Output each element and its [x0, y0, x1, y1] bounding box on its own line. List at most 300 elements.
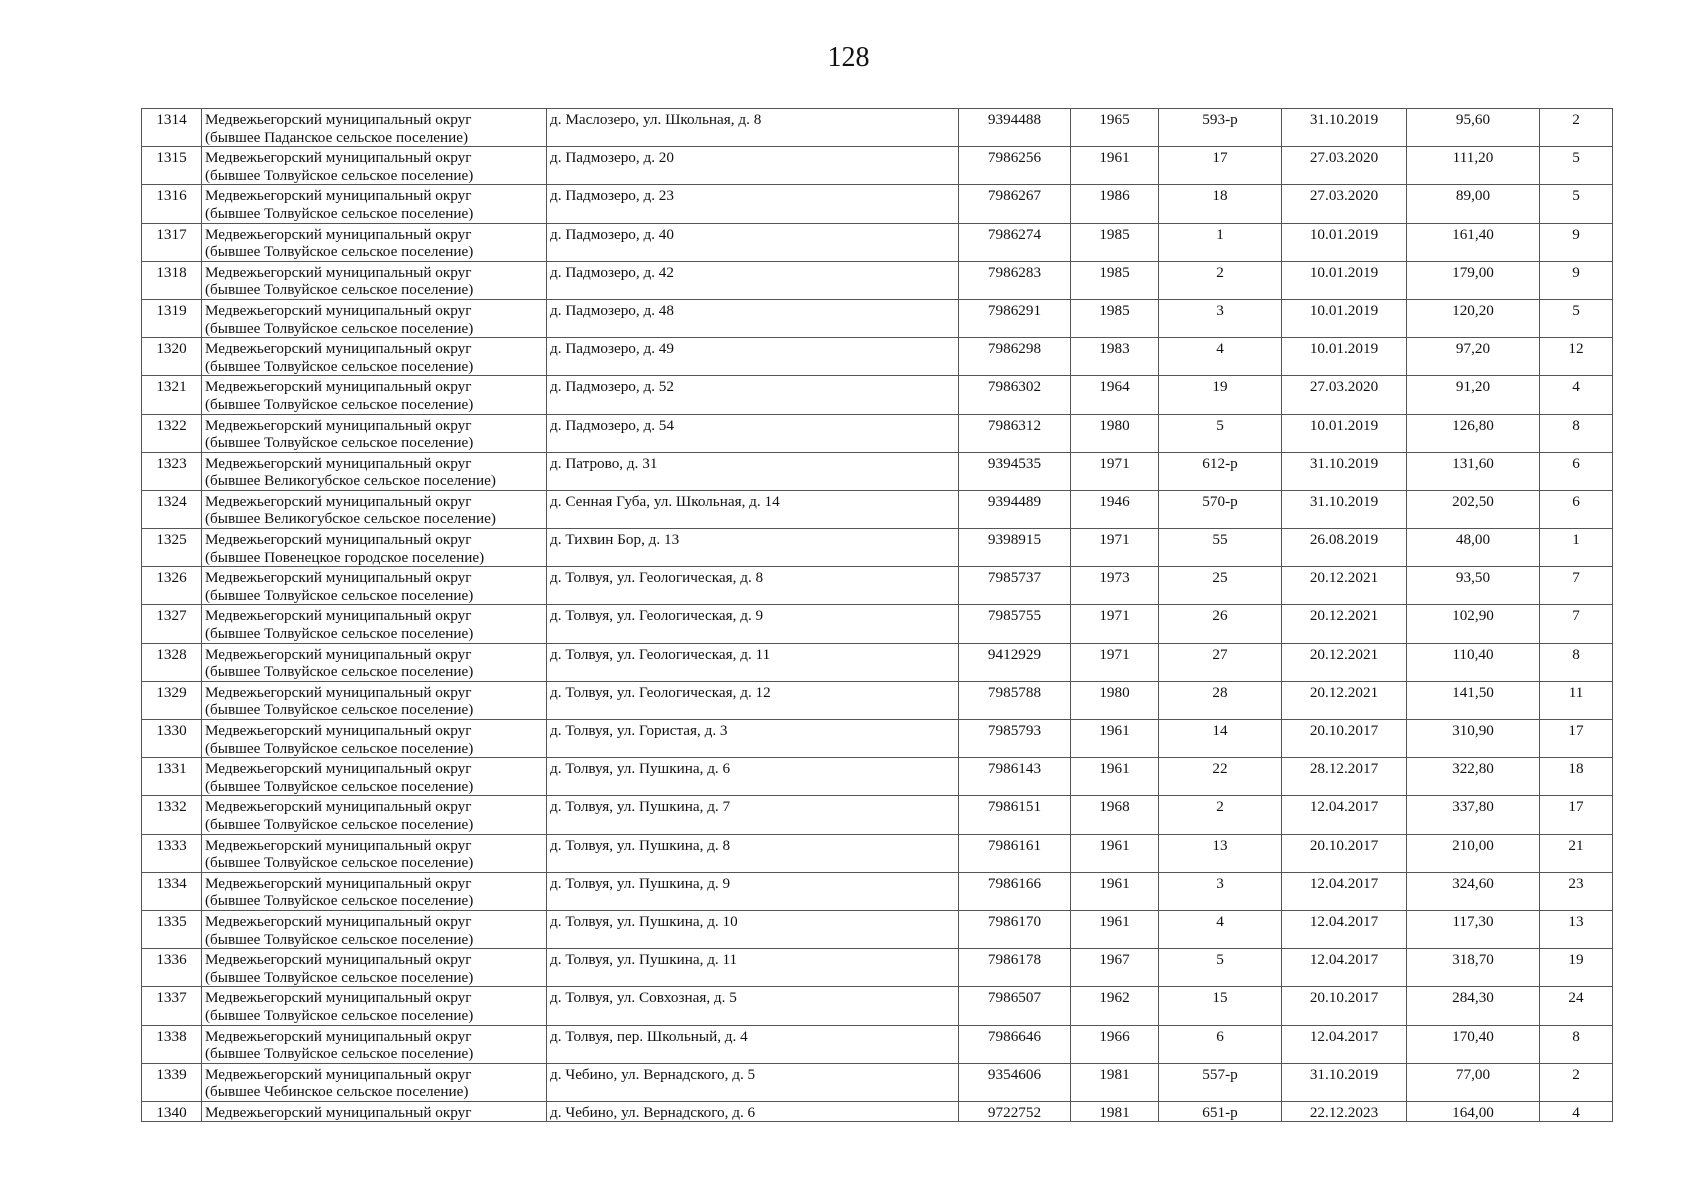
count-cell-cnt: 2: [1572, 111, 1580, 128]
table-row: [142, 338, 1613, 376]
municipality-cell-muni1: Медвежьегорский муниципальный округ: [205, 1065, 472, 1083]
area-cell-area: 284,30: [1452, 989, 1494, 1007]
count-cell-cnt: 8: [1572, 416, 1580, 434]
year-built-cell-year: 1973: [1099, 569, 1130, 587]
municipality-cell-muni2: (бывшее Паданское сельское поселение): [205, 128, 469, 146]
count-cell: [1540, 949, 1613, 987]
area-cell: [1407, 567, 1540, 605]
year-built-cell: [1071, 643, 1159, 681]
municipality-cell-muni2: (бывшее Толвуйское сельское поселение): [205, 777, 474, 795]
municipality-cell-muni2: (бывшее Толвуйское сельское поселение): [205, 434, 474, 452]
row-number-n: 1329: [156, 683, 187, 701]
municipality-cell-muni2: (бывшее Толвуйское сельское поселение): [205, 243, 474, 261]
municipality-cell: [202, 834, 547, 872]
count-cell: [1540, 147, 1613, 185]
year-built-cell: [1071, 185, 1159, 223]
count-cell: [1540, 1101, 1613, 1122]
municipality-cell: [202, 185, 547, 223]
document-date-cell-date: 12.04.2017: [1309, 1027, 1379, 1045]
table-row: [142, 720, 1613, 758]
year-built-cell-year: 1966: [1099, 1027, 1130, 1045]
area-cell: [1407, 147, 1540, 185]
document-date-cell: [1282, 109, 1407, 147]
year-built-cell: [1071, 1025, 1159, 1063]
area-cell: [1407, 987, 1540, 1025]
document-date-cell: [1282, 299, 1407, 337]
municipality-cell-muni2: (бывшее Толвуйское сельское поселение): [205, 625, 474, 643]
area-cell: [1407, 910, 1540, 948]
object-id-cell: [959, 261, 1071, 299]
area-cell: [1407, 338, 1540, 376]
table-row: [142, 949, 1613, 987]
area-cell: [1407, 261, 1540, 299]
document-number-cell-doc: 19: [1212, 378, 1228, 396]
municipality-cell: [202, 605, 547, 643]
address-cell: [547, 567, 959, 605]
area-cell: [1407, 834, 1540, 872]
document-date-cell: [1282, 452, 1407, 490]
municipality-cell: [202, 490, 547, 528]
address-cell-addr: д. Чебино, ул. Вернадского, д. 5: [550, 1065, 756, 1083]
count-cell-cnt: 11: [1568, 683, 1584, 701]
count-cell: [1540, 834, 1613, 872]
address-cell: [547, 490, 959, 528]
document-number-cell: [1159, 1101, 1282, 1122]
document-date-cell-date: 20.12.2021: [1309, 569, 1379, 587]
document-date-cell: [1282, 720, 1407, 758]
document-number-cell-doc: 612-р: [1202, 454, 1238, 472]
document-number-cell: [1159, 223, 1282, 261]
document-number-cell: [1159, 681, 1282, 719]
year-built-cell: [1071, 949, 1159, 987]
count-cell-cnt: 18: [1568, 760, 1584, 778]
year-built-cell-year: 1985: [1099, 263, 1130, 281]
year-built-cell: [1071, 338, 1159, 376]
count-cell-cnt: 7: [1572, 569, 1580, 587]
row-number-n: 1314: [156, 111, 187, 128]
address-cell: [547, 987, 959, 1025]
municipality-cell-muni1: Медвежьегорский муниципальный округ: [205, 569, 472, 587]
document-number-cell: [1159, 1063, 1282, 1101]
document-number-cell-doc: 17: [1212, 149, 1228, 167]
document-number-cell: [1159, 147, 1282, 185]
year-built-cell: [1071, 567, 1159, 605]
address-cell-addr: д. Падмозеро, д. 54: [550, 416, 674, 434]
area-cell-area: 164,00: [1452, 1103, 1494, 1121]
address-cell: [547, 681, 959, 719]
area-cell: [1407, 109, 1540, 147]
row-number-n: 1334: [156, 874, 187, 892]
municipality-cell-muni2: (бывшее Великогубское сельское поселение): [205, 472, 496, 490]
row-number-n: 1330: [156, 722, 187, 739]
municipality-cell: [202, 910, 547, 948]
table-row: [142, 758, 1613, 796]
row-number-n: 1327: [156, 607, 187, 625]
document-date-cell: [1282, 567, 1407, 605]
municipality-cell: [202, 681, 547, 719]
area-cell: [1407, 376, 1540, 414]
count-cell-cnt: 5: [1572, 301, 1580, 319]
count-cell-cnt: 8: [1572, 645, 1580, 663]
document-number-cell: [1159, 758, 1282, 796]
year-built-cell: [1071, 376, 1159, 414]
table-row: [142, 1063, 1613, 1101]
year-built-cell-year: 1986: [1099, 187, 1130, 205]
area-cell-area: 48,00: [1455, 531, 1491, 549]
address-cell: [547, 414, 959, 452]
municipality-cell-muni2: (бывшее Толвуйское сельское поселение): [205, 166, 474, 184]
table-row: [142, 643, 1613, 681]
area-cell-area: 337,80: [1452, 798, 1494, 816]
area-cell: [1407, 758, 1540, 796]
object-id-cell: [959, 872, 1071, 910]
document-date-cell: [1282, 872, 1407, 910]
document-date-cell: [1282, 758, 1407, 796]
object-id-cell-code: 7986178: [987, 951, 1042, 969]
object-id-cell-code: 9394488: [987, 111, 1042, 128]
address-cell-addr: д. Чебино, ул. Вернадского, д. 6: [550, 1103, 756, 1121]
document-date-cell-date: 20.12.2021: [1309, 645, 1379, 663]
area-cell-area: 131,60: [1452, 454, 1494, 472]
row-number-n: 1322: [156, 416, 187, 434]
document-number-cell-doc: 26: [1212, 607, 1228, 625]
year-built-cell: [1071, 109, 1159, 147]
table-row: [142, 376, 1613, 414]
table-row: [142, 872, 1613, 910]
year-built-cell: [1071, 1063, 1159, 1101]
row-number: [142, 109, 202, 147]
year-built-cell-year: 1961: [1099, 722, 1130, 739]
row-number-n: 1321: [156, 378, 187, 396]
area-cell-area: 322,80: [1452, 760, 1494, 778]
object-id-cell: [959, 643, 1071, 681]
object-id-cell-code: 7986283: [987, 263, 1042, 281]
document-date-cell-date: 12.04.2017: [1309, 874, 1379, 892]
address-cell-addr: д. Падмозеро, д. 52: [550, 378, 674, 396]
count-cell-cnt: 17: [1568, 798, 1584, 816]
table-row: [142, 414, 1613, 452]
document-number-cell: [1159, 529, 1282, 567]
object-id-cell: [959, 567, 1071, 605]
year-built-cell-year: 1980: [1099, 683, 1130, 701]
count-cell: [1540, 452, 1613, 490]
count-cell-cnt: 17: [1568, 722, 1584, 739]
municipality-cell-muni2: (бывшее Великогубское сельское поселение): [205, 510, 496, 528]
year-built-cell: [1071, 147, 1159, 185]
object-id-cell-code: 7986161: [987, 836, 1042, 854]
address-cell-addr: д. Толвуя, ул. Геологическая, д. 9: [550, 607, 764, 625]
object-id-cell-code: 7985788: [987, 683, 1042, 701]
object-id-cell-code: 7986151: [987, 798, 1042, 816]
year-built-cell-year: 1971: [1099, 607, 1130, 625]
address-cell: [547, 452, 959, 490]
municipality-cell-muni2: (бывшее Чебинское сельское поселение): [205, 1083, 469, 1101]
document-date-cell-date: 31.10.2019: [1309, 492, 1379, 510]
document-number-cell-doc: 570-р: [1202, 492, 1238, 510]
object-id-cell-code: 9398915: [987, 531, 1042, 549]
municipality-cell: [202, 796, 547, 834]
count-cell: [1540, 720, 1613, 758]
address-cell: [547, 261, 959, 299]
count-cell-cnt: 5: [1572, 149, 1580, 167]
row-number: [142, 987, 202, 1025]
object-id-cell-code: 7986166: [987, 874, 1042, 892]
municipality-cell-muni2: (бывшее Толвуйское сельское поселение): [205, 930, 474, 948]
municipality-cell-muni1: Медвежьегорский муниципальный округ: [205, 951, 472, 969]
object-id-cell: [959, 796, 1071, 834]
count-cell: [1540, 414, 1613, 452]
document-date-cell: [1282, 261, 1407, 299]
count-cell-cnt: 13: [1568, 912, 1584, 930]
year-built-cell-year: 1968: [1099, 798, 1130, 816]
object-id-cell-code: 9722752: [987, 1103, 1042, 1121]
document-number-cell: [1159, 490, 1282, 528]
municipality-cell-muni2: (бывшее Толвуйское сельское поселение): [205, 357, 474, 375]
row-number: [142, 414, 202, 452]
area-cell-area: 110,40: [1452, 645, 1494, 663]
year-built-cell: [1071, 223, 1159, 261]
document-number-cell: [1159, 720, 1282, 758]
address-cell-addr: д. Падмозеро, д. 49: [550, 340, 674, 358]
row-number: [142, 223, 202, 261]
year-built-cell: [1071, 834, 1159, 872]
area-cell-area: 179,00: [1452, 263, 1494, 281]
document-date-cell-date: 27.03.2020: [1309, 149, 1379, 167]
address-cell-addr: д. Толвуя, ул. Пушкина, д. 6: [550, 760, 731, 778]
row-number-n: 1316: [156, 187, 187, 205]
row-number: [142, 1025, 202, 1063]
municipality-cell-muni2: (бывшее Толвуйское сельское поселение): [205, 281, 474, 299]
object-id-cell: [959, 910, 1071, 948]
address-cell-addr: д. Толвуя, ул. Пушкина, д. 11: [550, 951, 738, 969]
document-number-cell-doc: 3: [1216, 301, 1224, 319]
area-cell-area: 111,20: [1452, 149, 1494, 167]
document-date-cell: [1282, 376, 1407, 414]
count-cell-cnt: 4: [1572, 1103, 1580, 1121]
count-cell: [1540, 910, 1613, 948]
year-built-cell-year: 1983: [1099, 340, 1130, 358]
object-id-cell: [959, 1063, 1071, 1101]
document-date-cell: [1282, 681, 1407, 719]
document-date-cell-date: 12.04.2017: [1309, 951, 1379, 969]
document-date-cell-date: 10.01.2019: [1309, 225, 1379, 243]
object-id-cell-code: 9394489: [987, 492, 1042, 510]
document-number-cell: [1159, 987, 1282, 1025]
year-built-cell: [1071, 529, 1159, 567]
document-number-cell-doc: 6: [1216, 1027, 1224, 1045]
document-date-cell: [1282, 529, 1407, 567]
area-cell: [1407, 720, 1540, 758]
document-number-cell-doc: 2: [1216, 798, 1224, 816]
document-number-cell-doc: 18: [1212, 187, 1228, 205]
area-cell: [1407, 490, 1540, 528]
row-number: [142, 796, 202, 834]
address-cell-addr: д. Маслозеро, ул. Школьная, д. 8: [550, 111, 762, 128]
document-number-cell-doc: 2: [1216, 263, 1224, 281]
area-cell: [1407, 452, 1540, 490]
document-number-cell-doc: 557-р: [1202, 1065, 1238, 1083]
area-cell: [1407, 529, 1540, 567]
address-cell: [547, 758, 959, 796]
document-number-cell: [1159, 949, 1282, 987]
address-cell: [547, 299, 959, 337]
municipality-cell: [202, 376, 547, 414]
document-number-cell-doc: 1: [1216, 225, 1224, 243]
municipality-cell-muni2: (бывшее Толвуйское сельское поселение): [205, 739, 474, 757]
area-cell-area: 102,90: [1452, 607, 1494, 625]
count-cell-cnt: 9: [1572, 263, 1580, 281]
document-number-cell-doc: 25: [1212, 569, 1228, 587]
year-built-cell-year: 1967: [1099, 951, 1130, 969]
municipality-cell-muni1: Медвежьегорский муниципальный округ: [205, 225, 472, 243]
object-id-cell-code: 7986298: [987, 340, 1042, 358]
municipality-cell-muni1: Медвежьегорский муниципальный округ: [205, 683, 472, 701]
document-number-cell: [1159, 643, 1282, 681]
area-cell: [1407, 949, 1540, 987]
municipality-cell-muni1: Медвежьегорский муниципальный округ: [205, 378, 472, 396]
municipality-cell: [202, 1063, 547, 1101]
address-cell: [547, 910, 959, 948]
table-row: [142, 299, 1613, 337]
year-built-cell-year: 1962: [1099, 989, 1130, 1007]
object-id-cell: [959, 605, 1071, 643]
document-date-cell-date: 10.01.2019: [1309, 340, 1379, 358]
year-built-cell: [1071, 1101, 1159, 1122]
document-number-cell: [1159, 796, 1282, 834]
row-number: [142, 490, 202, 528]
municipality-cell-muni1: Медвежьегорский муниципальный округ: [205, 874, 472, 892]
document-number-cell-doc: 13: [1212, 836, 1228, 854]
table-row: [142, 147, 1613, 185]
document-number-cell-doc: 5: [1216, 951, 1224, 969]
document-number-cell: [1159, 109, 1282, 147]
area-cell-area: 95,60: [1455, 111, 1491, 128]
count-cell: [1540, 223, 1613, 261]
row-number-n: 1332: [156, 798, 187, 816]
area-cell-area: 161,40: [1452, 225, 1494, 243]
row-number-n: 1336: [156, 951, 187, 969]
document-number-cell-doc: 651-р: [1202, 1103, 1238, 1121]
municipality-cell-muni1: Медвежьегорский муниципальный округ: [205, 149, 472, 167]
document-date-cell-date: 20.12.2021: [1309, 683, 1379, 701]
document-date-cell-date: 10.01.2019: [1309, 416, 1379, 434]
document-date-cell: [1282, 987, 1407, 1025]
municipality-cell: [202, 261, 547, 299]
year-built-cell-year: 1971: [1099, 454, 1130, 472]
year-built-cell-year: 1971: [1099, 531, 1130, 549]
row-number-n: 1320: [156, 340, 187, 358]
row-number-n: 1335: [156, 912, 187, 930]
area-cell: [1407, 605, 1540, 643]
registry-table: [141, 108, 1613, 1122]
year-built-cell-year: 1961: [1099, 760, 1130, 778]
address-cell: [547, 1101, 959, 1122]
year-built-cell: [1071, 261, 1159, 299]
table-row: [142, 1025, 1613, 1063]
area-cell: [1407, 796, 1540, 834]
object-id-cell: [959, 147, 1071, 185]
municipality-cell: [202, 1101, 547, 1122]
area-cell-area: 93,50: [1455, 569, 1491, 587]
count-cell: [1540, 299, 1613, 337]
municipality-cell-muni1: Медвежьегорский муниципальный округ: [205, 187, 472, 205]
document-number-cell-doc: 28: [1212, 683, 1228, 701]
municipality-cell: [202, 949, 547, 987]
document-number-cell-doc: 5: [1216, 416, 1224, 434]
document-date-cell-date: 26.08.2019: [1309, 531, 1379, 549]
document-date-cell: [1282, 605, 1407, 643]
area-cell-area: 89,00: [1455, 187, 1491, 205]
document-number-cell-doc: 27: [1212, 645, 1228, 663]
municipality-cell-muni2: (бывшее Толвуйское сельское поселение): [205, 701, 474, 719]
municipality-cell: [202, 299, 547, 337]
object-id-cell: [959, 109, 1071, 147]
year-built-cell: [1071, 605, 1159, 643]
object-id-cell: [959, 185, 1071, 223]
object-id-cell-code: 9394535: [987, 454, 1042, 472]
count-cell: [1540, 605, 1613, 643]
area-cell: [1407, 681, 1540, 719]
address-cell: [547, 376, 959, 414]
municipality-cell: [202, 758, 547, 796]
address-cell-addr: д. Толвуя, ул. Пушкина, д. 10: [550, 912, 738, 930]
row-number: [142, 452, 202, 490]
area-cell-area: 318,70: [1452, 951, 1494, 969]
count-cell-cnt: 24: [1568, 989, 1584, 1007]
object-id-cell-code: 7986170: [987, 912, 1042, 930]
row-number-n: 1323: [156, 454, 187, 472]
address-cell-addr: д. Падмозеро, д. 48: [550, 301, 674, 319]
document-number-cell: [1159, 834, 1282, 872]
row-number: [142, 910, 202, 948]
document-date-cell: [1282, 643, 1407, 681]
document-date-cell: [1282, 185, 1407, 223]
year-built-cell: [1071, 452, 1159, 490]
address-cell: [547, 529, 959, 567]
document-date-cell: [1282, 1101, 1407, 1122]
table-row: [142, 987, 1613, 1025]
document-number-cell: [1159, 261, 1282, 299]
year-built-cell: [1071, 910, 1159, 948]
area-cell-area: 97,20: [1455, 340, 1491, 358]
year-built-cell: [1071, 796, 1159, 834]
table-row: [142, 605, 1613, 643]
count-cell: [1540, 261, 1613, 299]
table-row: [142, 567, 1613, 605]
object-id-cell-code: 7986312: [987, 416, 1042, 434]
area-cell: [1407, 223, 1540, 261]
document-date-cell-date: 22.12.2023: [1309, 1103, 1379, 1121]
year-built-cell: [1071, 681, 1159, 719]
object-id-cell-code: 7986143: [987, 760, 1042, 778]
area-cell: [1407, 185, 1540, 223]
document-number-cell: [1159, 1025, 1282, 1063]
row-number: [142, 338, 202, 376]
object-id-cell: [959, 1025, 1071, 1063]
row-number: [142, 147, 202, 185]
document-number-cell-doc: 593-р: [1202, 111, 1238, 128]
address-cell-addr: д. Толвуя, ул. Пушкина, д. 8: [550, 836, 731, 854]
municipality-cell: [202, 223, 547, 261]
year-built-cell: [1071, 987, 1159, 1025]
document-number-cell: [1159, 452, 1282, 490]
municipality-cell-muni1: Медвежьегорский муниципальный округ: [205, 301, 472, 319]
table-row: [142, 452, 1613, 490]
municipality-cell-muni2: (бывшее Толвуйское сельское поселение): [205, 1045, 474, 1063]
address-cell-addr: д. Толвуя, ул. Совхозная, д. 5: [550, 989, 737, 1007]
row-number: [142, 643, 202, 681]
table-row: [142, 796, 1613, 834]
